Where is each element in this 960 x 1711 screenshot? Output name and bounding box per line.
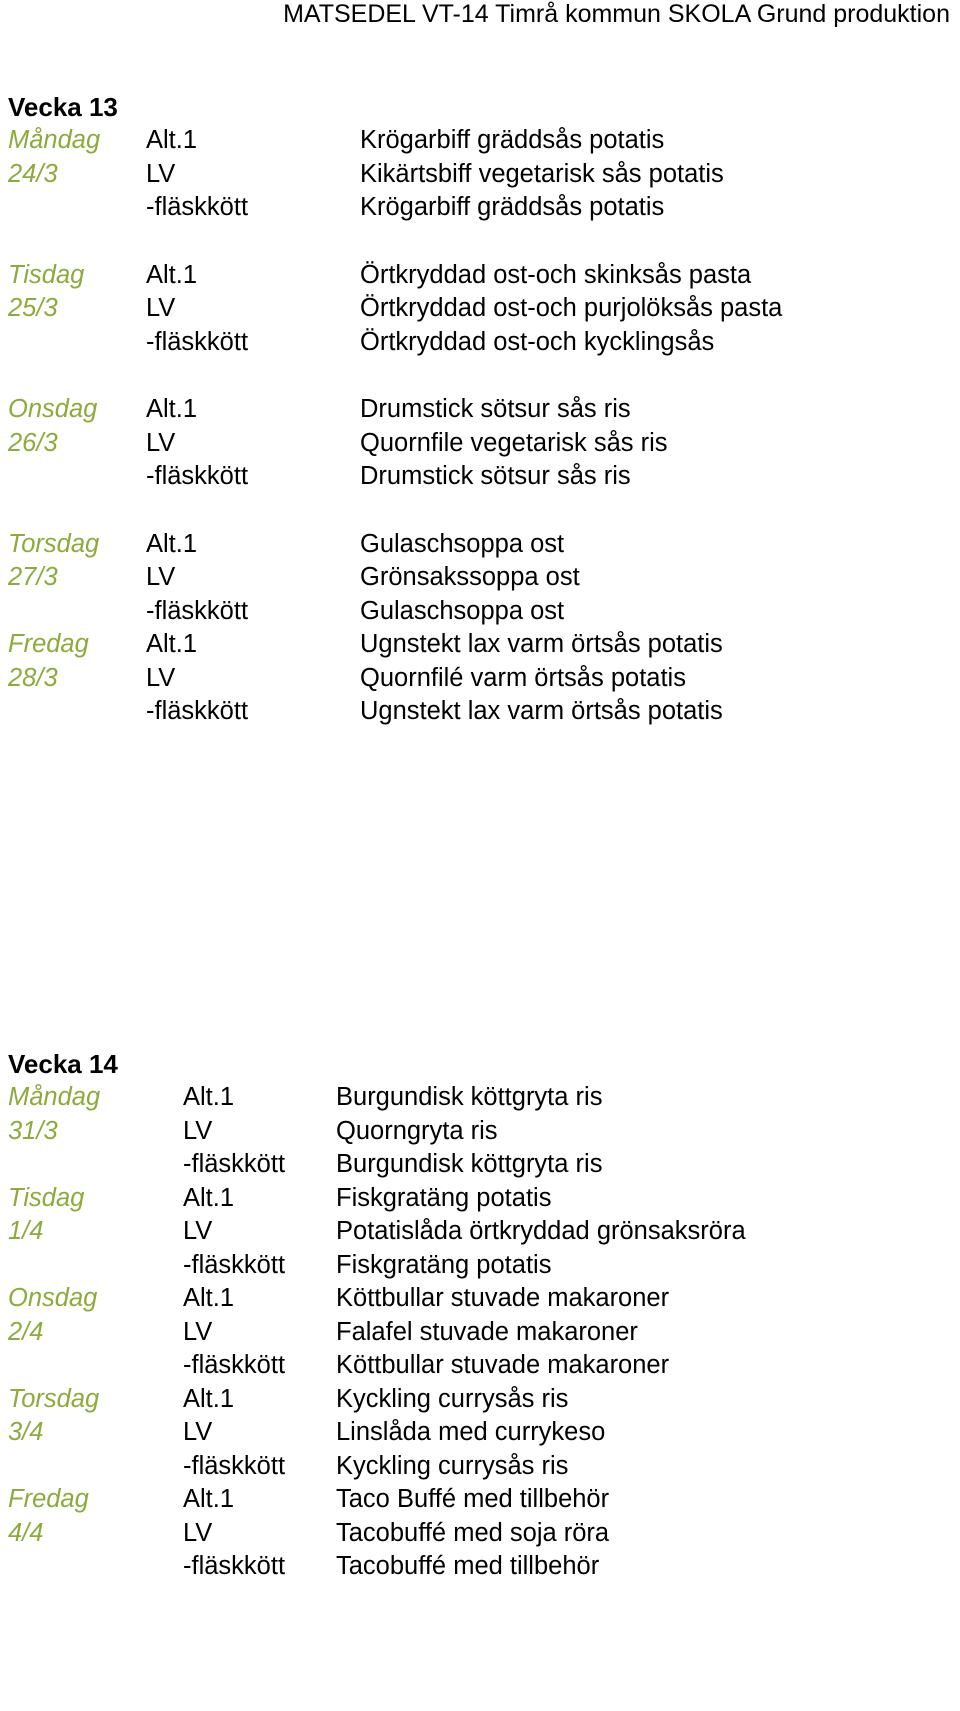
- menu-row: [8, 393, 960, 427]
- alternative-label: Alt.1: [183, 1183, 235, 1212]
- day-date: 24/3: [8, 159, 58, 188]
- alternative-label: LV: [146, 294, 176, 322]
- menu-row: [8, 158, 960, 192]
- dish-name: Krögarbiff gräddsås potatis: [360, 126, 665, 154]
- dish-name: Kyckling currysås ris: [336, 1451, 569, 1480]
- day-name: Fredag: [8, 630, 89, 658]
- dish-name: Drumstick sötsur sås ris: [360, 395, 631, 423]
- menu-row: [8, 292, 960, 326]
- menu-row: [8, 1282, 960, 1316]
- menu-row: [8, 326, 960, 360]
- dish-name: Burgundisk köttgryta ris: [336, 1150, 603, 1178]
- alternative-label: LV: [183, 1418, 213, 1446]
- day-name: Tisdag: [8, 1183, 85, 1212]
- alternative-label: Alt.1: [183, 1485, 235, 1513]
- menu-row: [8, 1349, 960, 1383]
- alternative-label: LV: [146, 159, 176, 188]
- menu-row: [8, 595, 960, 629]
- alternative-label: -fläskkött: [146, 193, 249, 221]
- day-block-måndag: [8, 124, 960, 225]
- alternative-label: Alt.1: [183, 1384, 235, 1413]
- alternative-label: Alt.1: [146, 260, 198, 289]
- dish-name: Örtkryddad ost-och kycklingsås: [360, 327, 715, 356]
- day-block-torsdag: [8, 1383, 960, 1484]
- alternative-label: LV: [183, 1518, 213, 1547]
- alternative-label: Alt.1: [146, 630, 198, 658]
- day-name: Onsdag: [8, 1284, 98, 1312]
- day-date: 28/3: [8, 663, 58, 692]
- day-block-tisdag: [8, 1182, 960, 1283]
- menu-row: [8, 1383, 960, 1417]
- day-date: 31/3: [8, 1116, 58, 1145]
- day-name: Onsdag: [8, 395, 98, 423]
- dish-name: Gulaschsoppa ost: [360, 596, 565, 625]
- day-block-fredag: [8, 628, 960, 729]
- dish-name: Tacobuffé med soja röra: [336, 1518, 610, 1547]
- document-header: MATSEDEL VT-14 Timrå kommun SKOLA Grund produktion: [283, 0, 950, 28]
- day-block-onsdag: [8, 393, 960, 494]
- day-block-tisdag: [8, 259, 960, 360]
- dish-name: Tacobuffé med tillbehör: [336, 1552, 600, 1580]
- dish-name: Fiskgratäng potatis: [336, 1183, 552, 1212]
- alternative-label: -fläskkött: [183, 1552, 286, 1580]
- alternative-label: -fläskkött: [183, 1250, 286, 1279]
- day-name: Torsdag: [8, 1384, 100, 1413]
- alternative-label: Alt.1: [146, 395, 198, 423]
- alternative-label: Alt.1: [183, 1083, 235, 1111]
- day-name: Måndag: [8, 126, 101, 154]
- dish-name: Örtkryddad ost-och purjolöksås pasta: [360, 294, 783, 322]
- menu-row: [8, 1182, 960, 1216]
- menu-row: [8, 1483, 960, 1517]
- day-name: Fredag: [8, 1485, 89, 1513]
- alternative-label: LV: [146, 428, 176, 457]
- dish-name: Köttbullar stuvade makaroner: [336, 1284, 670, 1312]
- menu-row: [8, 1550, 960, 1584]
- day-block-onsdag: [8, 1282, 960, 1383]
- menu-row: [8, 124, 960, 158]
- menu-row: [8, 695, 960, 729]
- day-date: 27/3: [8, 563, 58, 591]
- dish-name: Quornfilé varm örtsås potatis: [360, 663, 686, 692]
- alternative-label: LV: [146, 663, 176, 692]
- dish-name: Grönsakssoppa ost: [360, 563, 580, 591]
- menu-row: [8, 1517, 960, 1551]
- day-date: 2/4: [8, 1317, 44, 1346]
- menu-row: [8, 1081, 960, 1115]
- alternative-label: -fläskkött: [183, 1351, 286, 1379]
- alternative-label: -fläskkött: [183, 1150, 286, 1178]
- dish-name: Kyckling currysås ris: [336, 1384, 569, 1413]
- menu-row: [8, 561, 960, 595]
- dish-name: Gulaschsoppa ost: [360, 529, 565, 558]
- alternative-label: -fläskkött: [146, 327, 249, 356]
- dish-name: Drumstick sötsur sås ris: [360, 462, 631, 490]
- alternative-label: LV: [183, 1116, 213, 1145]
- menu-row: [8, 259, 960, 293]
- day-name: Tisdag: [8, 260, 85, 289]
- day-date: 25/3: [8, 294, 58, 322]
- week-13-section: [8, 90, 960, 729]
- menu-row: [8, 1450, 960, 1484]
- dish-name: Krögarbiff gräddsås potatis: [360, 193, 665, 221]
- alternative-label: Alt.1: [146, 126, 198, 154]
- day-date: 26/3: [8, 428, 58, 457]
- dish-name: Quornfile vegetarisk sås ris: [360, 428, 668, 457]
- week-14-section: [8, 1047, 960, 1584]
- menu-row: [8, 528, 960, 562]
- menu-row: [8, 1249, 960, 1283]
- dish-name: Falafel stuvade makaroner: [336, 1317, 638, 1346]
- day-block-torsdag: [8, 528, 960, 629]
- day-date: 4/4: [8, 1518, 44, 1547]
- dish-name: Ugnstekt lax varm örtsås potatis: [360, 697, 723, 725]
- menu-row: [8, 662, 960, 696]
- dish-name: Fiskgratäng potatis: [336, 1250, 552, 1279]
- menu-row: [8, 1148, 960, 1182]
- menu-row: [8, 1316, 960, 1350]
- day-block-fredag: [8, 1483, 960, 1584]
- alternative-label: -fläskkött: [146, 596, 249, 625]
- alternative-label: -fläskkött: [146, 697, 249, 725]
- alternative-label: LV: [146, 563, 176, 591]
- dish-name: Quorngryta ris: [336, 1116, 498, 1145]
- menu-row: [8, 460, 960, 494]
- day-name: Torsdag: [8, 529, 100, 558]
- week-title: Vecka 13: [8, 92, 118, 122]
- dish-name: Linslåda med currykeso: [336, 1418, 606, 1446]
- alternative-label: -fläskkött: [146, 462, 249, 490]
- alternative-label: Alt.1: [146, 529, 198, 558]
- alternative-label: -fläskkött: [183, 1451, 286, 1480]
- alternative-label: LV: [183, 1217, 213, 1245]
- day-date: 3/4: [8, 1418, 44, 1446]
- dish-name: Burgundisk köttgryta ris: [336, 1083, 603, 1111]
- alternative-label: Alt.1: [183, 1284, 235, 1312]
- menu-row: [8, 191, 960, 225]
- menu-row: [8, 628, 960, 662]
- dish-name: Potatislåda örtkryddad grönsaksröra: [336, 1217, 746, 1245]
- menu-row: [8, 1215, 960, 1249]
- menu-row: [8, 427, 960, 461]
- week-title: Vecka 14: [8, 1049, 118, 1079]
- dish-name: Örtkryddad ost-och skinksås pasta: [360, 260, 752, 289]
- dish-name: Köttbullar stuvade makaroner: [336, 1351, 670, 1379]
- day-block-måndag: [8, 1081, 960, 1182]
- menu-row: [8, 1115, 960, 1149]
- dish-name: Kikärtsbiff vegetarisk sås potatis: [360, 159, 724, 188]
- alternative-label: LV: [183, 1317, 213, 1346]
- day-date: 1/4: [8, 1217, 44, 1245]
- dish-name: Ugnstekt lax varm örtsås potatis: [360, 630, 723, 658]
- day-name: Måndag: [8, 1083, 101, 1111]
- dish-name: Taco Buffé med tillbehör: [336, 1485, 610, 1513]
- menu-row: [8, 1416, 960, 1450]
